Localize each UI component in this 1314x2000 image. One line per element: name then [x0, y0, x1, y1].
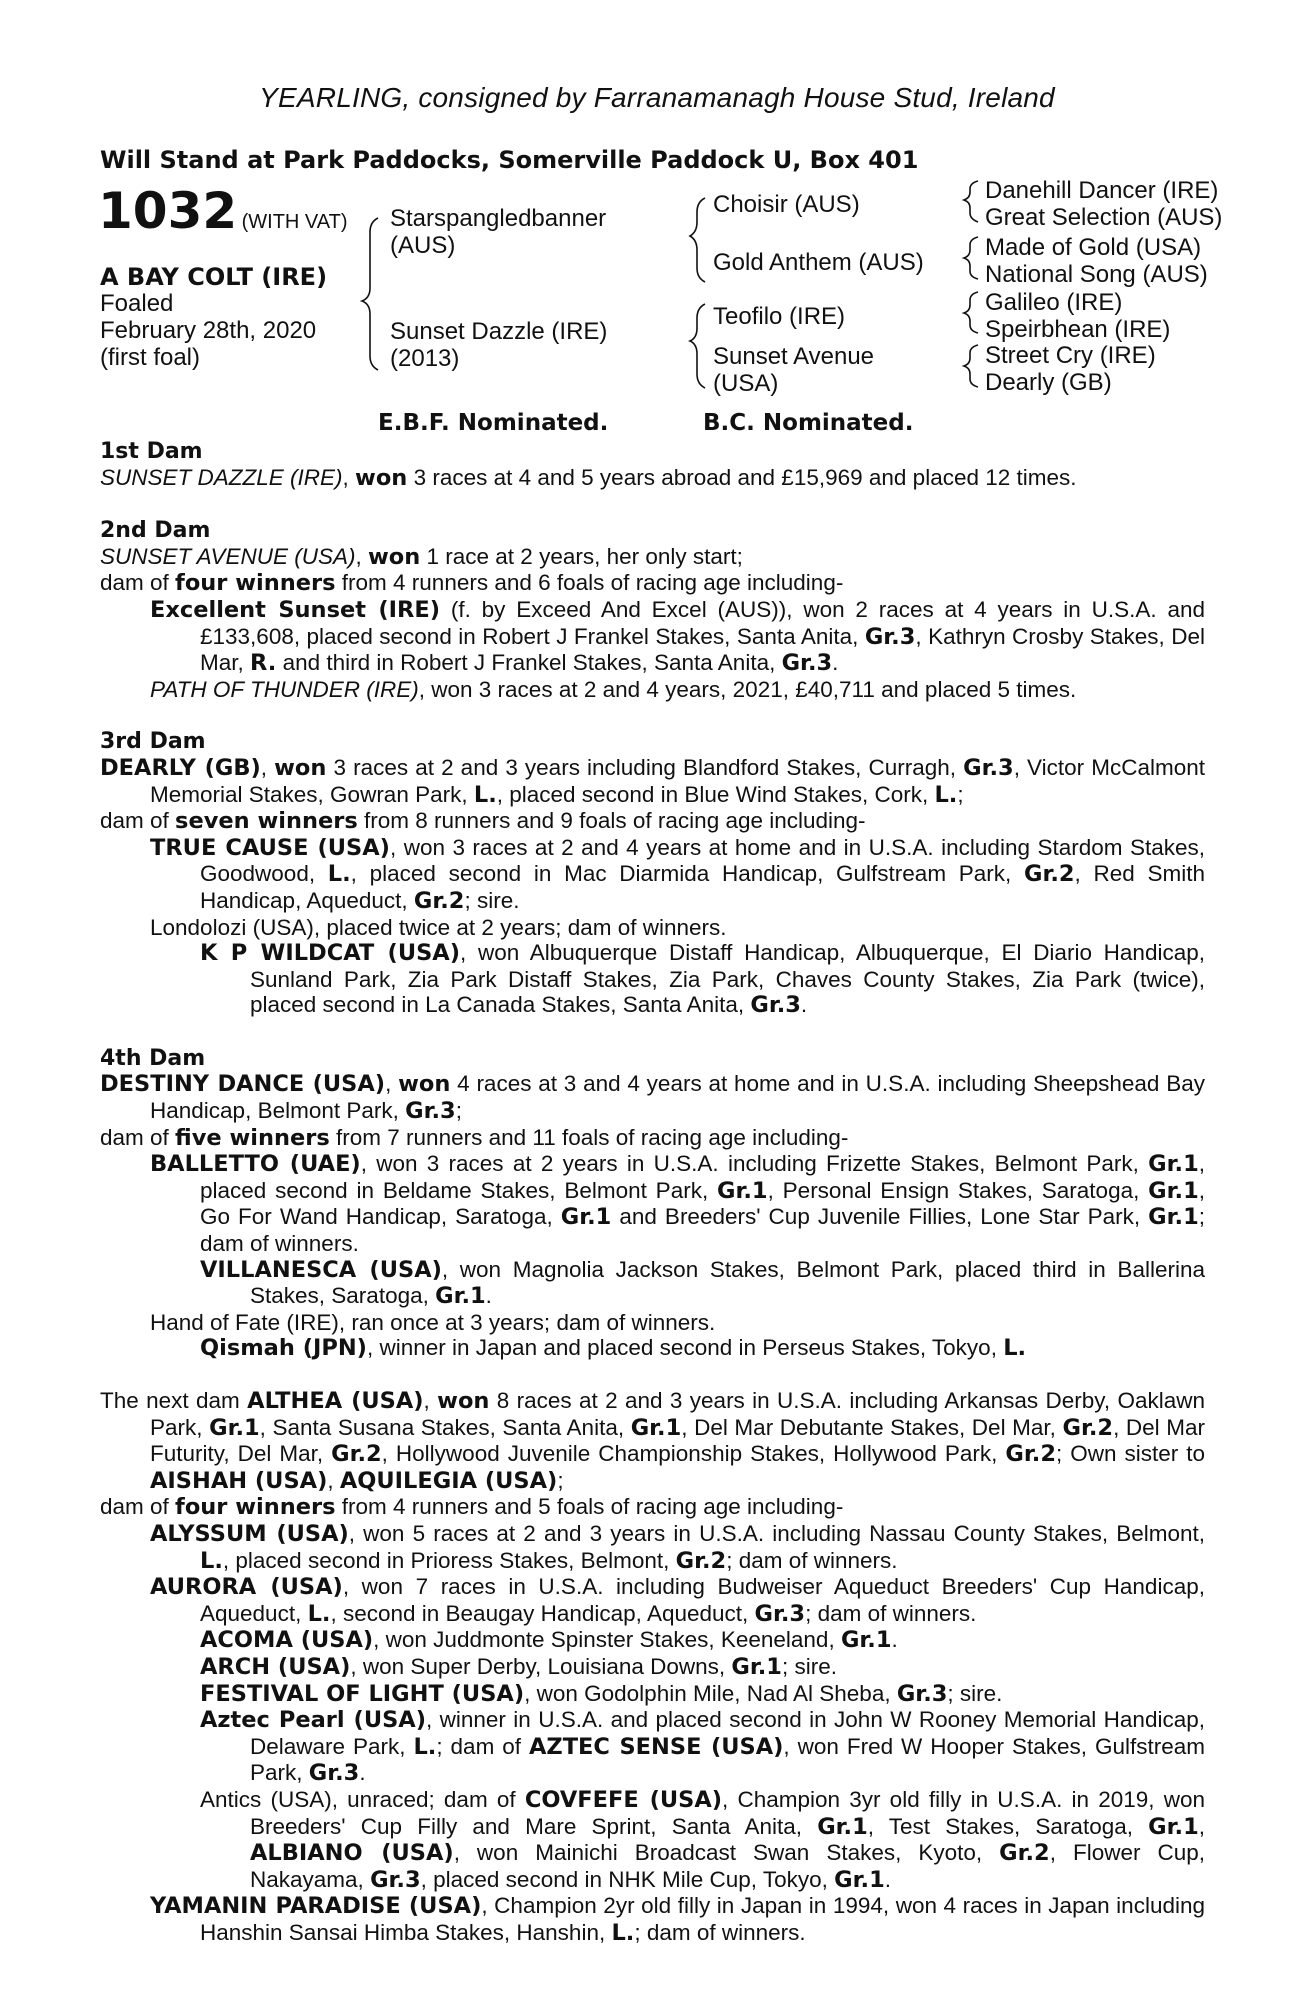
dsd: Speirbhean (IRE) — [985, 316, 1171, 343]
stand-location: Will Stand at Park Paddocks, Somerville Paddock U, Box 401 — [100, 146, 919, 174]
dam3-record: DEARLY (GB), won 3 races at 2 and 3 years including Blandford Stakes, Curragh, Gr.3, Victor McCalmont Memorial Stakes, Gowran Park, L., placed second in Blue Wind Stakes, Cork, L.; — [100, 754, 1206, 808]
ssd: Great Selection (AUS) — [985, 204, 1223, 231]
dam-dam-country: (USA) — [713, 370, 779, 397]
dam-dam-name: Sunset Avenue — [713, 343, 875, 370]
next-runner-antics: Antics (USA), unraced; dam of COVFEFE (USA), Champion 3yr old filly in U.S.A. in 2019, won Breeders' Cup Filly and Mare Sprint, Santa Anita, Gr.1, Test Stakes, Saratoga, Gr.1, ALBIANO (USA), won Mainichi Broadcast Swan Stakes, Kyoto, Gr.2, Flower Cup, Nakayama, Gr.3, placed second in NHK Mile Cup, Tokyo, Gr.1. — [200, 1786, 1206, 1893]
lot-name: A BAY COLT (IRE) — [100, 263, 328, 291]
next-dam-produce-summary: dam of four winners from 4 runners and 5 foals of racing age including- — [100, 1494, 844, 1521]
next-runner-aurora: AURORA (USA), won 7 races in U.S.A. including Budweiser Aqueduct Breeders' Cup Handicap, Aqueduct, L., second in Beaugay Handicap, Aqueduct, Gr.3; dam of winners. — [150, 1574, 1205, 1627]
sdd: National Song (AUS) — [985, 261, 1208, 288]
vat-note: (WITH VAT) — [241, 211, 348, 233]
dam4-runner-4: Qismah (JPN), winner in Japan and placed second in Perseus Stakes, Tokyo, L. — [200, 1335, 1027, 1362]
dam2-runner-1: Excellent Sunset (IRE) (f. by Exceed And Excel (AUS)), won 2 races at 4 years in U.S.A. and £133,608, placed second in Robert J Frankel Stakes, Santa Anita, Gr.3, Kathryn Crosby Stakes, Del Mar, R. and third in Robert J Frankel Stakes, Santa Anita, Gr.3. — [150, 596, 1205, 677]
sss: Danehill Dancer (IRE) — [985, 177, 1219, 204]
sire-sire: Choisir (AUS) — [713, 191, 860, 218]
dam-name: Sunset Dazzle (IRE) — [390, 318, 608, 345]
dam-year: (2013) — [390, 345, 460, 372]
family-details — [100, 438, 1205, 1946]
dam3-runner-2: Londolozi (USA), placed twice at 2 years; dam of winners. — [150, 914, 727, 940]
ebf-nominated: E.B.F. Nominated. — [378, 410, 609, 436]
bc-nominated: B.C. Nominated. — [703, 410, 914, 436]
sire-name: Starspangledbanner — [390, 205, 607, 232]
dam2-heading: 2nd Dam — [100, 518, 211, 544]
sire-country: (AUS) — [390, 232, 456, 259]
sire-dam: Gold Anthem (AUS) — [713, 249, 924, 276]
dam3-produce-summary: dam of seven winners from 8 runners and 9 foals of racing age including- — [100, 808, 866, 835]
dam3-heading: 3rd Dam — [100, 729, 206, 755]
dam3-runner-3: K P WILDCAT (USA), won Albuquerque Distaff Handicap, Albuquerque, El Diario Handicap, Sunland Park, Zia Park Distaff Stakes, Zia Park, Chaves County Stakes, Zia Park (twice), placed second in La Canada Stakes, Santa Anita, Gr.3. — [200, 940, 1205, 1019]
next-runner-aztec: Aztec Pearl (USA), winner in U.S.A. and placed second in John W Rooney Memorial Handicap, Delaware Park, L.; dam of AZTEC SENSE (USA), won Fred W Hooper Stakes, Gulfstream Park, Gr.3. — [200, 1707, 1205, 1787]
next-runner-yamanin: YAMANIN PARADISE (USA), Champion 2yr old filly in Japan in 1994, won 4 races in Japan including Hanshin Sansai Himba Stakes, Hanshin, L.; dam of winners. — [150, 1893, 1205, 1946]
next-runner-alyssum: ALYSSUM (USA), won 5 races at 2 and 3 years in U.S.A. including Nassau County Stakes, Belmont, L., placed second in Prioress Stakes, Belmont, Gr.2; dam of winners. — [150, 1520, 1205, 1574]
dam4-runner-2: VILLANESCA (USA), won Magnolia Jackson Stakes, Belmont Park, placed third in Ballerina Stakes, Saratoga, Gr.1. — [200, 1256, 1205, 1310]
dam1-record: SUNSET DAZZLE (IRE), won 3 races at 4 and 5 years abroad and £15,969 and placed 12 times. — [100, 464, 1077, 491]
next-dam-record: The next dam ALTHEA (USA), won 8 races at 2 and 3 years in U.S.A. including Arkansas Derby, Oaklawn Park, Gr.1, Santa Susana Stakes, Santa Anita, Gr.1, Del Mar Debutante Stakes, Del Mar, Gr.2, Del Mar Futurity, Del Mar, Gr.2, Hollywood Juvenile Championship Stakes, Hollywood Park, Gr.2; Own sister to AISHAH (USA), AQUILEGIA (USA); — [100, 1388, 1206, 1494]
dds: Street Cry (IRE) — [985, 342, 1156, 369]
sds: Made of Gold (USA) — [985, 234, 1202, 261]
dam2-produce-summary: dam of four winners from 4 runners and 6 foals of racing age including- — [100, 570, 844, 597]
dam4-runner-3: Hand of Fate (IRE), ran once at 3 years; dam of winners. — [150, 1309, 716, 1335]
lot-number: 1032 — [98, 182, 238, 240]
dss: Galileo (IRE) — [985, 289, 1123, 316]
foaled-date: February 28th, 2020 — [100, 317, 317, 344]
foal-note: (first foal) — [100, 344, 201, 371]
dam2-runner-2: PATH OF THUNDER (IRE), won 3 races at 2 and 4 years, 2021, £40,711 and placed 5 times. — [150, 676, 1077, 702]
dam4-heading: 4th Dam — [100, 1045, 206, 1071]
next-runner-acoma: ACOMA (USA), won Juddmonte Spinster Stakes, Keeneland, Gr.1. — [200, 1627, 898, 1654]
dam4-record: DESTINY DANCE (USA), won 4 races at 3 and 4 years at home and in U.S.A. including Sheepshead Bay Handicap, Belmont Park, Gr.3; — [100, 1071, 1205, 1125]
page-title: YEARLING, consigned by Farranamanagh House Stud, Ireland — [259, 82, 1055, 113]
dam-sire: Teofilo (IRE) — [713, 303, 846, 330]
dam4-produce-summary: dam of five winners from 7 runners and 11 foals of racing age including- — [100, 1124, 849, 1151]
foaled-label: Foaled — [100, 290, 174, 317]
ddd: Dearly (GB) — [985, 369, 1112, 396]
dam4-runner-1: BALLETTO (UAE), won 3 races at 2 years in U.S.A. including Frizette Stakes, Belmont Park, Gr.1, placed second in Beldame Stakes, Belmont Park, Gr.1, Personal Ensign Stakes, Saratoga, Gr.1, Go For Wand Handicap, Saratoga, Gr.1 and Breeders' Cup Juvenile Fillies, Lone Star Park, Gr.1; dam of winners. — [150, 1151, 1205, 1257]
dam1-heading: 1st Dam — [100, 439, 203, 464]
dam3-runner-1: TRUE CAUSE (USA), won 3 races at 2 and 4 years at home and in U.S.A. including Stardom Stakes, Goodwood, L., placed second in Mac Diarmida Handicap, Gulfstream Park, Gr.2, Red Smith Handicap, Aqueduct, Gr.2; sire. — [150, 834, 1205, 914]
next-runner-festival: FESTIVAL OF LIGHT (USA), won Godolphin Mile, Nad Al Sheba, Gr.3; sire. — [200, 1680, 1003, 1707]
dam2-record: SUNSET AVENUE (USA), won 1 race at 2 years, her only start; — [100, 543, 743, 570]
next-runner-arch: ARCH (USA), won Super Derby, Louisiana Downs, Gr.1; sire. — [200, 1653, 837, 1680]
